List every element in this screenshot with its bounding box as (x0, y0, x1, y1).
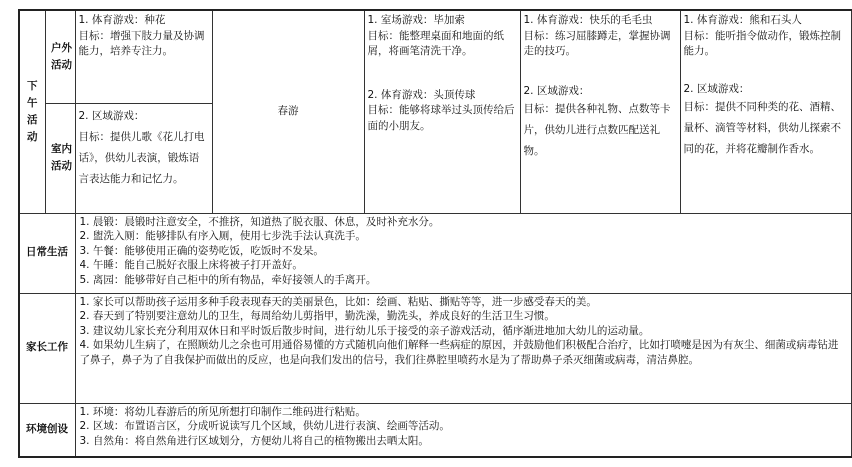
col4-game-1: 1. 体育游戏：快乐的毛毛虫 (523, 14, 653, 26)
afternoon-col1-indoor (75, 103, 212, 213)
col5-game-1: 1. 体育游戏：熊和石头人 (683, 14, 802, 26)
daily-life-item: 5. 离园：能够带好自己柜中的所有物品，牵好接领人的手离开。 (79, 273, 377, 286)
parent-work-content (75, 293, 851, 403)
parent-work-item: 1. 家长可以帮助孩子运用多种手段表现春天的美丽景色，比如：绘画、粘贴、撕贴等等，进一步感受春天的美。 (79, 295, 597, 308)
indoor-activity-label: 室内活动 (45, 103, 75, 213)
parent-work-label: 家长工作 (19, 293, 75, 403)
environment-item: 2. 区域：布置语言区，分成听说读写几个区域，供幼儿进行表演、绘画等活动。 (79, 420, 450, 432)
afternoon-col1-outdoor (75, 10, 212, 103)
afternoon-section-label: 下午活动 (19, 10, 45, 213)
daily-life-content (75, 213, 851, 293)
col5-goal-1: 目标：能听指令做动作，锻炼控制能力。 (683, 29, 841, 57)
daily-life-item: 2. 盥洗入厕：能够排队有序入厕，使用七步洗手法认真洗手。 (79, 230, 366, 242)
outdoor-activity-label: 户外活动 (45, 10, 75, 103)
col3-goal-1: 目标：能整理桌面和地面的纸屑，将画笔清洗干净。 (367, 29, 504, 57)
col5-game-2: 2. 区域游戏： (683, 82, 750, 95)
environment-content (75, 403, 851, 457)
afternoon-col5 (680, 10, 851, 213)
parent-work-item: 4. 如果幼儿生病了，在照顾幼儿之余也可用通俗易懂的方式随机向他们解释一些病症的原因，并鼓励他们积极配合治疗，比如打喷嚏是因为有灰尘、细菌或病毒钻进了鼻子，鼻子为了自我保护而做出的反应，也是向我们发出的信号，我们往鼻腔里喷药水是为了帮助鼻子杀灭细菌或病毒，清洁鼻腔。 (79, 339, 839, 366)
environment-label: 环境创设 (19, 403, 75, 457)
daily-life-label: 日常生活 (19, 213, 75, 293)
col3-game-2: 2. 体育游戏：头顶传球 (367, 88, 476, 101)
daily-life-item: 4. 午睡：能自己脱好衣服上床将被子打开盖好。 (79, 259, 303, 271)
col4-game-2: 2. 区域游戏： (523, 84, 590, 97)
col5-goal-2: 目标：提供不同种类的花、酒精、量杯、滴管等材料，供幼儿探索不同的花，并将花瓣制作香水。 (683, 101, 841, 155)
weekly-plan-table (18, 9, 852, 458)
spring-outing-cell: 春游 (212, 10, 364, 213)
col4-goal-1: 目标：练习屈膝蹲走，掌握协调走的技巧。 (523, 29, 671, 57)
afternoon-col4 (520, 10, 680, 213)
col4-goal-2: 目标：提供各种礼物、点数等卡片，供幼儿进行点数匹配送礼物。 (523, 103, 671, 157)
daily-life-item: 1. 晨锻：晨锻时注意安全，不推挤，知道热了脱衣服、休息，及时补充水分。 (79, 215, 440, 228)
parent-work-item: 2. 春天到了特别要注意幼儿的卫生，每周给幼儿剪指甲，勤洗澡，勤洗头，养成良好的生活卫生习惯。 (79, 310, 555, 322)
afternoon-col3 (364, 10, 520, 213)
col3-goal-2: 目标：能够将球举过头顶传给后面的小朋友。 (367, 104, 515, 132)
daily-life-item: 3. 午餐：能够使用正确的姿势吃饭，吃饭时不发呆。 (79, 244, 324, 257)
environment-item: 3. 自然角：将自然角进行区域划分，方便幼儿将自己的植物搬出去晒太阳。 (79, 434, 429, 447)
col1-indoor-game: 2. 区域游戏： (78, 109, 145, 122)
environment-item: 1. 环境：将幼儿春游后的所见所想打印制作二维码进行粘贴。 (79, 405, 366, 418)
col1-indoor-goal: 目标：提供儿歌《花儿打电话》，供幼儿表演，锻炼语言表达能力和记忆力。 (78, 130, 205, 185)
col3-game-1: 1. 室场游戏：毕加索 (367, 14, 465, 26)
parent-work-item: 3. 建议幼儿家长充分利用双休日和平时饭后散步时间，进行幼儿乐于接受的亲子游戏活动，循序渐进地加大幼儿的运动量。 (79, 324, 650, 337)
col1-outdoor-game: 1. 体育游戏：种花 (78, 14, 166, 26)
col1-outdoor-goal: 目标：增强下肢力量及协调能力，培养专注力。 (78, 29, 205, 57)
